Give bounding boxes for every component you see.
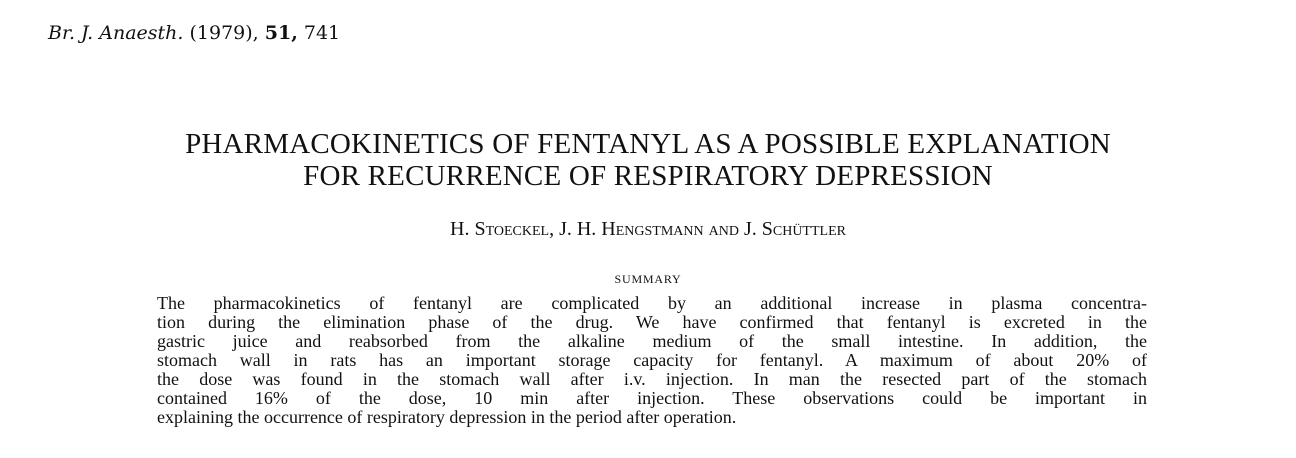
- summary-line: gastric juice and reabsorbed from the alkaline medium of the small intestine. In addition, the: [157, 331, 1147, 351]
- summary-text: [157, 294, 1147, 427]
- title-line-2: FOR RECURRENCE OF RESPIRATORY DEPRESSION: [303, 160, 993, 192]
- summary-line: tion during the elimination phase of the drug. We have confirmed that fentanyl is excreted in the: [157, 312, 1147, 332]
- summary-line: The pharmacokinetics of fentanyl are complicated by an additional increase in plasma concentra-: [157, 293, 1147, 313]
- citation-page: 741: [303, 22, 341, 44]
- paper-title: [0, 128, 1296, 192]
- citation-volume: 51,: [264, 22, 298, 44]
- journal-citation: [48, 22, 340, 44]
- author-list: H. Stoeckel, J. H. Hengstmann and J. Schüttler: [450, 218, 846, 240]
- journal-name: Br. J. Anaesth.: [48, 22, 184, 44]
- title-line-1: PHARMACOKINETICS OF FENTANYL AS A POSSIBLE EXPLANATION: [185, 128, 1111, 160]
- summary-line: stomach wall in rats has an important storage capacity for fentanyl. A maximum of about 20% of: [157, 350, 1147, 370]
- summary-line: explaining the occurrence of respiratory depression in the period after operation.: [157, 407, 737, 427]
- summary-heading: SUMMARY: [614, 272, 682, 286]
- summary-line: the dose was found in the stomach wall after i.v. injection. In man the resected part of the stomach: [157, 369, 1147, 389]
- summary-line: contained 16% of the dose, 10 min after injection. These observations could be important in: [157, 388, 1147, 408]
- citation-year: (1979),: [189, 22, 259, 44]
